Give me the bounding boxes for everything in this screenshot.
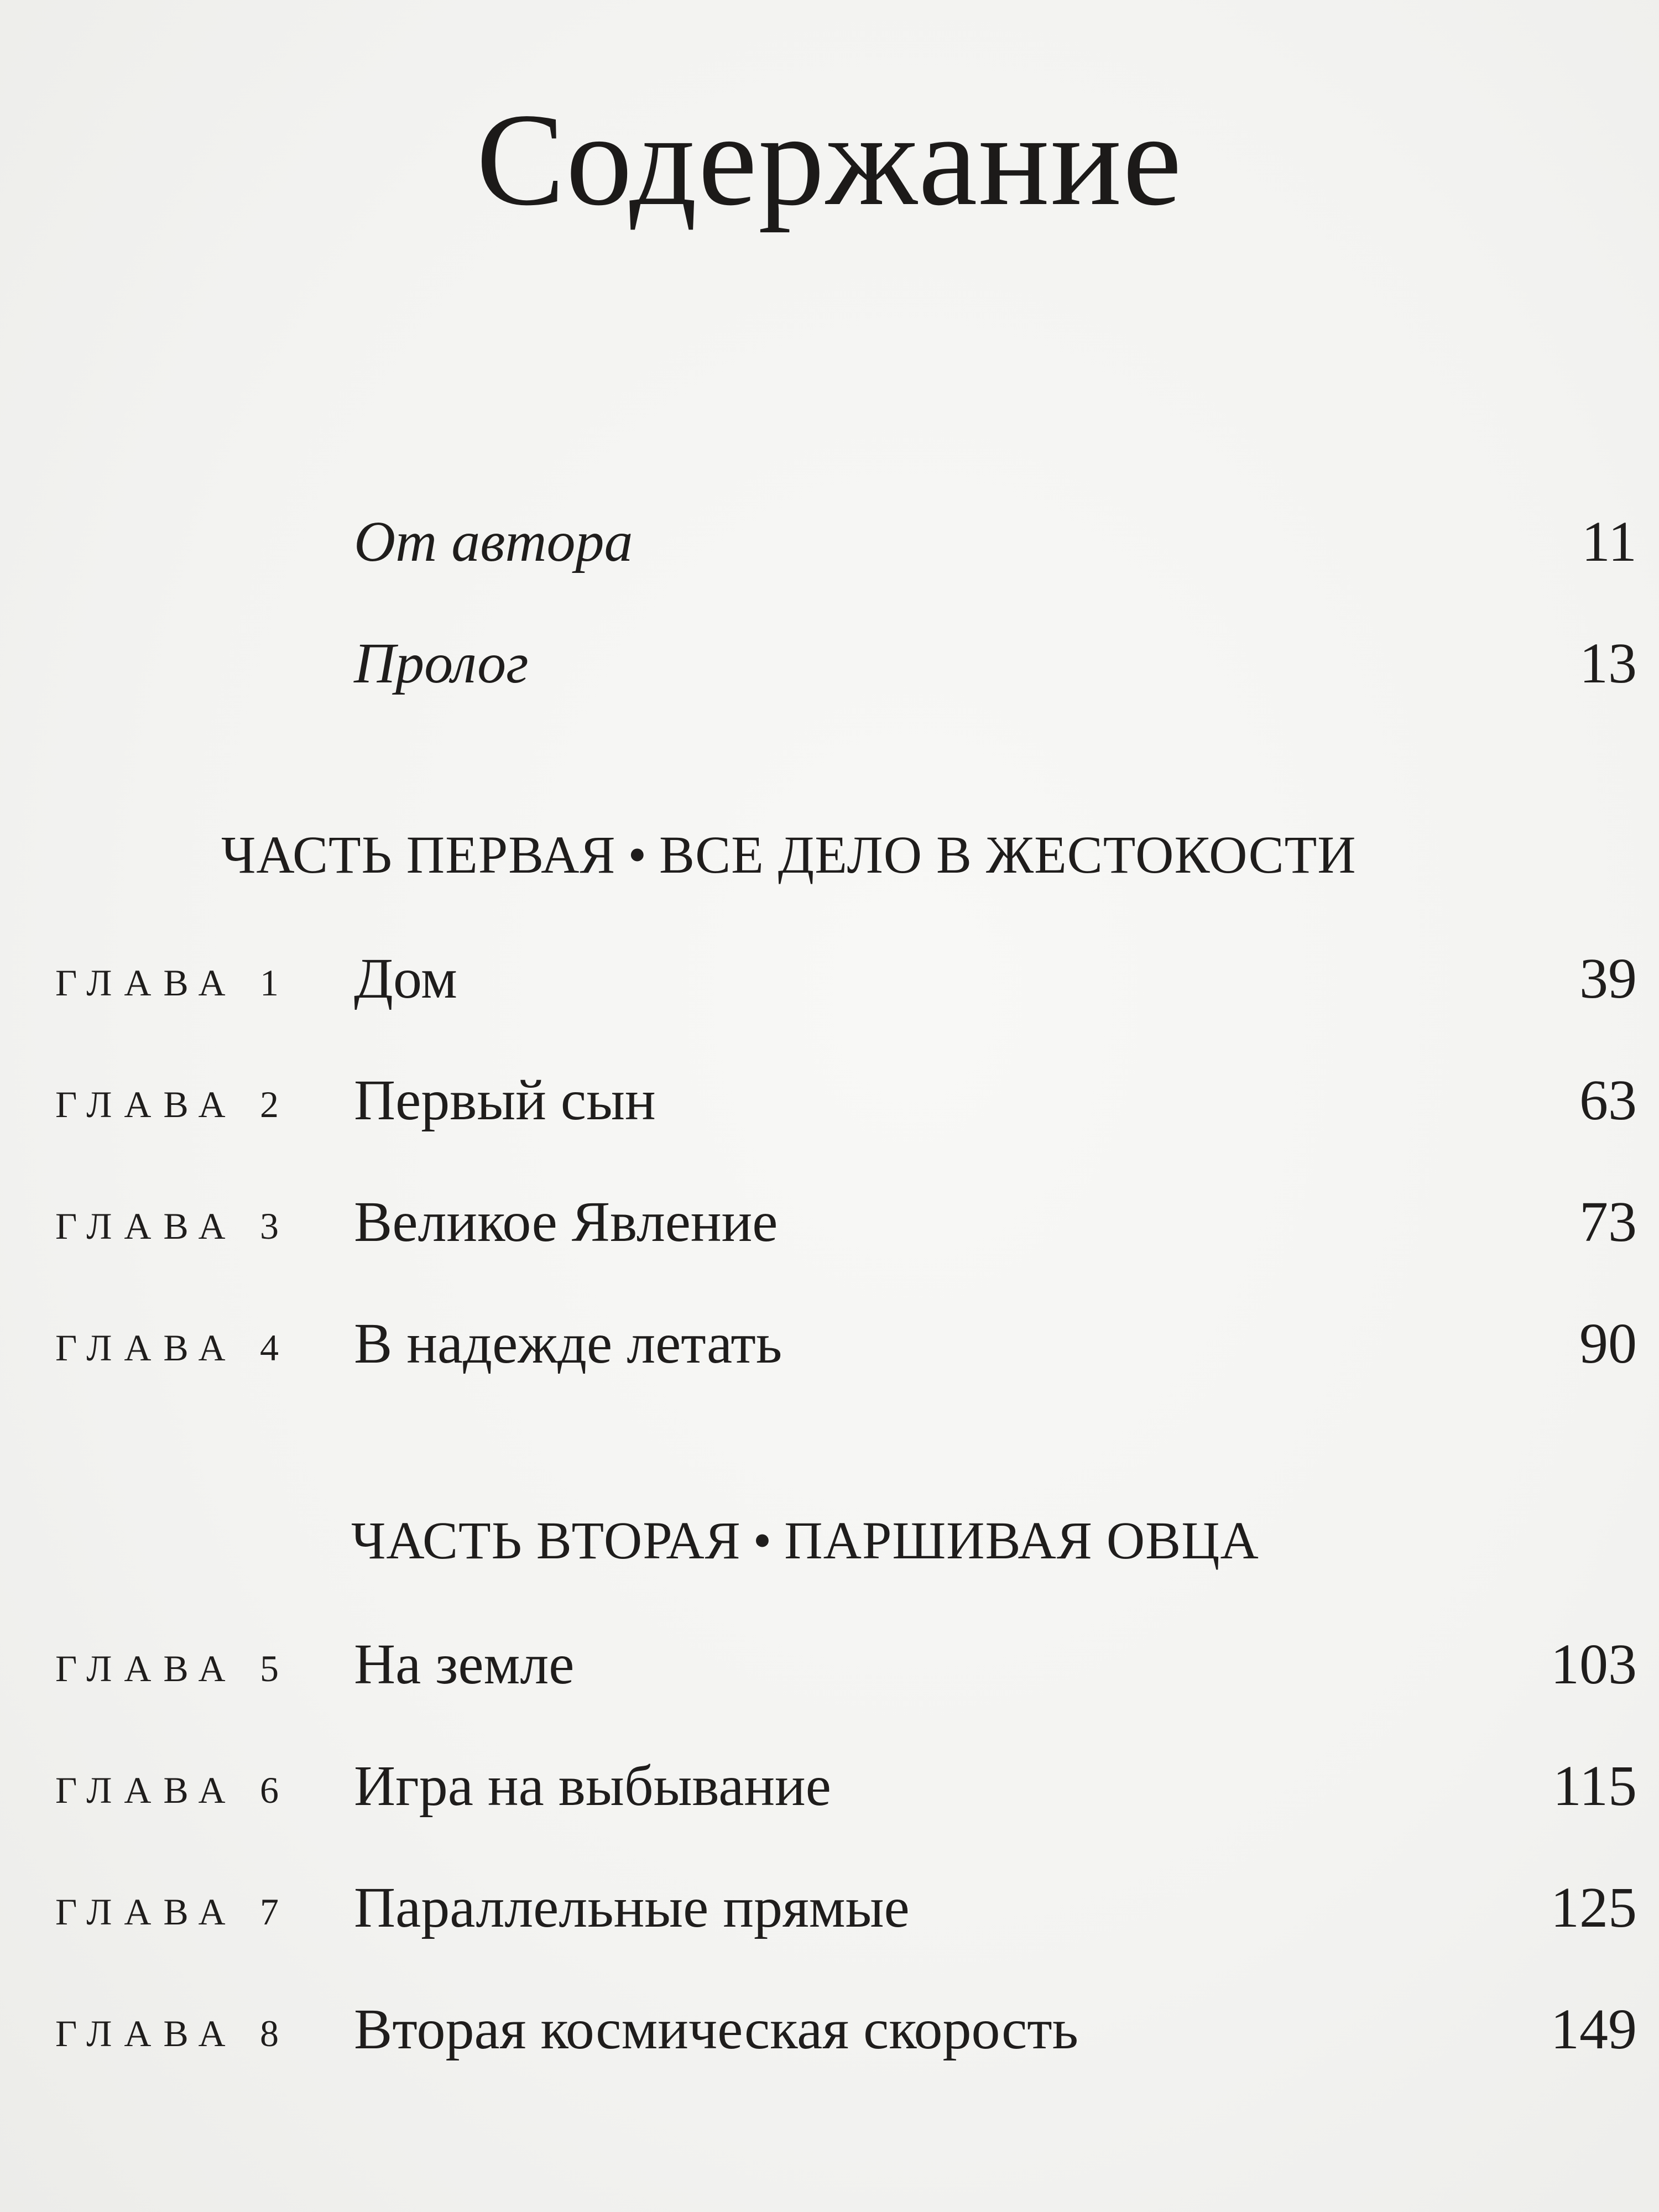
chapter-title: Первый сын	[354, 1068, 656, 1132]
toc-entry-chapter-2[interactable]	[55, 1067, 1637, 1145]
toc-entry-chapter-6[interactable]	[55, 1753, 1637, 1830]
chapter-title: Игра на выбывание	[354, 1754, 831, 1818]
entry-page-number: 125	[1551, 1876, 1637, 1939]
chapter-title: Дом	[354, 947, 457, 1010]
toc-entry-chapter-4[interactable]	[55, 1311, 1637, 1388]
entry-page-number: 115	[1552, 1754, 1637, 1818]
chapter-label: ГЛАВА	[55, 962, 238, 1004]
toc-entry-chapter-1[interactable]	[55, 946, 1637, 1023]
toc-entry-chapter-3[interactable]	[55, 1189, 1637, 1266]
bullet-separator: •	[753, 1511, 773, 1570]
chapter-title: Параллельные прямые	[354, 1876, 910, 1939]
page-title: Содержание	[476, 86, 1183, 233]
entry-title: От автора	[354, 510, 633, 573]
chapter-label: ГЛАВА	[55, 1647, 238, 1689]
toc-entry-chapter-8[interactable]	[55, 1996, 1637, 2074]
toc-entry-prologue[interactable]	[354, 630, 1637, 708]
chapter-title: На земле	[354, 1632, 575, 1696]
chapter-number: 2	[260, 1083, 279, 1125]
chapter-number: 3	[260, 1205, 279, 1247]
part-two-heading	[351, 1510, 1259, 1571]
chapter-number: 4	[260, 1327, 279, 1369]
entry-page-number: 13	[1579, 632, 1637, 695]
entry-page-number: 73	[1579, 1190, 1637, 1254]
chapter-label: ГЛАВА	[55, 1205, 238, 1247]
toc-entry-chapter-7[interactable]	[55, 1875, 1637, 1952]
chapter-number: 8	[260, 2012, 279, 2054]
entry-page-number: 39	[1579, 947, 1637, 1010]
entry-page-number: 90	[1579, 1312, 1637, 1375]
chapter-label: ГЛАВА	[55, 2012, 238, 2054]
chapter-title: В надежде летать	[354, 1312, 782, 1375]
part-label: ЧАСТЬ ПЕРВАЯ	[221, 825, 616, 884]
entry-title: Пролог	[354, 632, 529, 695]
chapter-label: ГЛАВА	[55, 1327, 238, 1369]
chapter-label: ГЛАВА	[55, 1891, 238, 1933]
chapter-number: 7	[260, 1891, 279, 1933]
part-title: ПАРШИВАЯ ОВЦА	[784, 1511, 1259, 1570]
chapter-title: Вторая космическая скорость	[354, 1997, 1079, 2061]
entry-page-number: 63	[1579, 1068, 1637, 1132]
entry-page-number: 149	[1551, 1997, 1637, 2061]
chapter-number: 6	[260, 1769, 279, 1811]
entry-page-number: 103	[1551, 1632, 1637, 1696]
bullet-separator: •	[628, 825, 648, 884]
part-title: ВСЕ ДЕЛО В ЖЕСТОКОСТИ	[659, 825, 1357, 884]
chapter-label: ГЛАВА	[55, 1769, 238, 1811]
toc-entry-foreword[interactable]	[354, 509, 1637, 586]
toc-entry-chapter-5[interactable]	[55, 1631, 1637, 1709]
chapter-number: 5	[260, 1647, 279, 1689]
entry-page-number: 11	[1581, 510, 1637, 573]
part-one-heading	[221, 824, 1357, 885]
chapter-title: Великое Явление	[354, 1190, 778, 1254]
chapter-number: 1	[260, 962, 279, 1004]
chapter-label: ГЛАВА	[55, 1083, 238, 1125]
part-label: ЧАСТЬ ВТОРАЯ	[351, 1511, 741, 1570]
